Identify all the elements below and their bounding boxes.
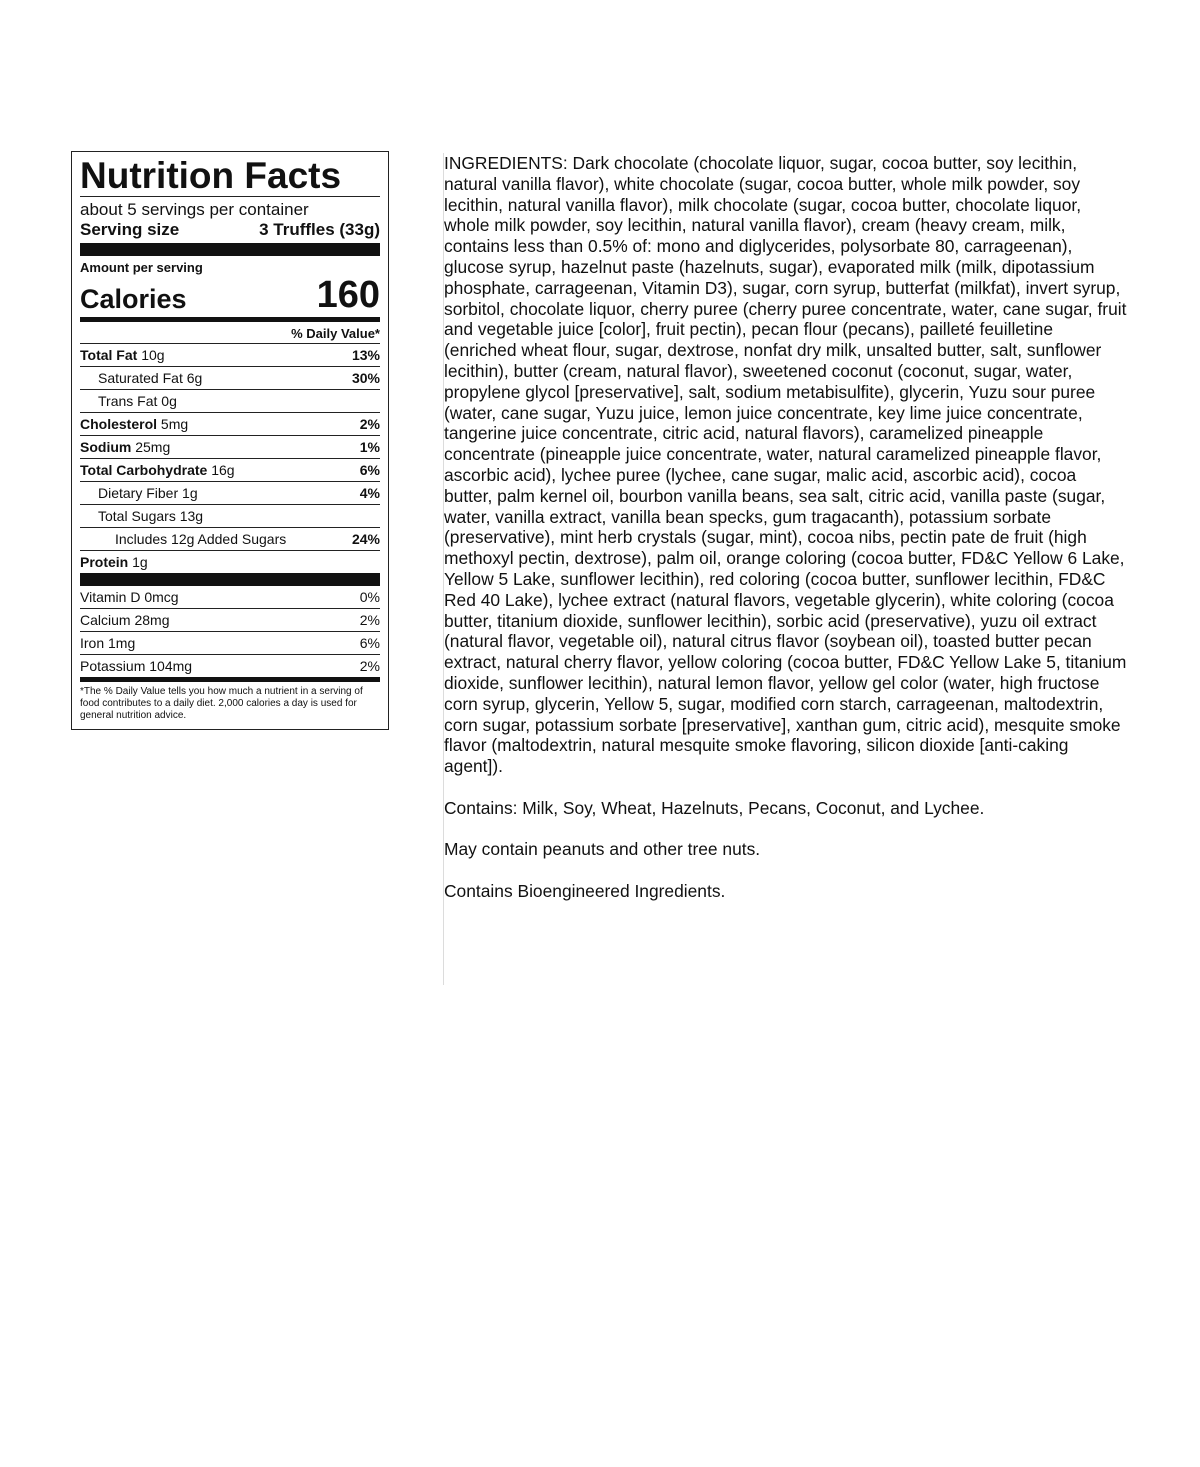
nutrient-dv: 1% [359, 439, 380, 455]
nutrient-dv: 13% [351, 347, 380, 363]
nutrient-name: Dietary Fiber [98, 485, 179, 501]
daily-value-header: % Daily Value* [291, 326, 380, 341]
nutrient-name: Protein [80, 554, 129, 570]
calories-label: Calories [80, 284, 187, 314]
vitamin-dv: 0% [359, 589, 380, 605]
serving-size-value: 3 Truffles (33g) [259, 220, 380, 239]
serving-size-label: Serving size [80, 220, 180, 239]
nutrient-row-total-fat [80, 343, 380, 366]
divider [80, 196, 380, 197]
bioengineered-statement: Contains Bioengineered Ingredients. [444, 880, 726, 901]
vitamin-dv: 2% [359, 658, 380, 674]
ingredients-text: INGREDIENTS: Dark chocolate (chocolate liquor, sugar, cocoa butter, soy lecithin, natural vanilla flavor), white chocolate (sugar, cocoa butter, whole milk powder, soy lecithin, natural vanilla flavor), milk chocolate (sugar, cocoa butter, chocolate liquor, whole milk powder, soy lecithin, natural vanilla flavor), cream (heavy cream, milk, contains less than 0.5% of: mono and diglycerides, polysorbate 80, carrageenan), glucose syrup, hazelnut paste (hazelnuts, sugar), evaporated milk (milk, dipotassium phosphate, carrageenan, Vitamin D3), sugar, corn syrup, butterfat (milkfat), invert syrup, sorbitol, chocolate liquor, cherry puree (cherry puree concentrate, water, cane sugar, fruit and vegetable juice [color], fruit pectin), pecan flour (pecans), pailleté feuilletine (enriched wheat flour, sugar, dextrose, nonfat dry milk, unsalted butter, salt, sunflower lecithin), butter (cream, natural flavor), sweetened coconut (coconut, sugar, water, propylene glycol [preservative], salt, sodium metabisulfite), glycerin, Yuzu sour puree (water, cane sugar, Yuzu juice, lemon juice concentrate, key lime juice concentrate, tangerine juice concentrate, citric acid, natural flavors), caramelized pineapple concentrate (pineapple juice concentrate, water, natural caramelized pineapple flavor, ascorbic acid), lychee puree (lychee, cane sugar, malic acid, ascorbic acid), cocoa butter, palm kernel oil, bourbon vanilla beans, sea salt, citric acid, vanilla paste (sugar, water, vanilla extract, vanilla bean specks, gum tragacanth), potassium sorbate (preservative), mint herb crystals (sugar, mint), cocoa nibs, pectin pate de fruit (high methoxyl pectin, dextrose), palm oil, orange coloring (cocoa butter, FD&C Yellow 6 Lake, Yellow 5 Lake, sunflower lecithin), red coloring (cocoa butter, sunflower lecithin, FD&C Red 40 Lake), lychee extract (natural flavors, vegetable glycerin), white coloring (cocoa butter, titanium dioxide, sunflower lecithin), sorbic acid (preservative), yuzu oil extract (natural flavor, vegetable oil), natural citrus flavor (soybean oil), toasted butter pecan extract, natural cherry flavor, yellow coloring (cocoa butter, FD&C Yellow Lake 5, titanium dioxide, sunflower lecithin), natural lemon flavor, yellow gel color (water, high fructose corn syrup, glycerin, Yellow 5, sugar, modified corn starch, carrageenan, maltodextrin, corn sugar, potassium sorbate [preservative], xanthan gum, citric acid), mesquite smoke flavor (maltodextrin, natural mesquite smoke flavoring, silicon dioxide [anti-caking agent]). [444, 153, 1127, 777]
vitamin-row-calcium [80, 608, 380, 631]
nutrient-amount: 0g [161, 393, 177, 409]
vitamin-row-iron [80, 631, 380, 654]
nutrient-amount: 10g [141, 347, 165, 363]
nutrient-row-dietary-fiber [80, 481, 380, 504]
nutrient-amount: 13g [179, 508, 204, 524]
nutrient-dv: 4% [359, 485, 380, 501]
nutrient-row-cholesterol [80, 412, 380, 435]
vitamin-row-vitamin-d [80, 586, 380, 608]
nutrient-amount: 5mg [160, 416, 189, 432]
nutrient-name: Saturated Fat [98, 370, 183, 386]
ingredients-section [443, 153, 1129, 985]
servings-per-container: about 5 servings per container [80, 200, 309, 219]
vitamin-row-potassium [80, 654, 380, 677]
nutrient-name: Total Carbohydrate [80, 462, 208, 478]
allergen-may-contain: May contain peanuts and other tree nuts. [444, 839, 761, 860]
nutrient-name: Includes 12g Added Sugars [115, 531, 287, 547]
vitamin-name: Calcium 28mg [80, 612, 170, 628]
nutrient-amount: 1g [132, 554, 148, 570]
nutrient-amount: 25mg [135, 439, 171, 455]
nutrient-amount: 16g [211, 462, 235, 478]
nutrient-name: Total Sugars [98, 508, 176, 524]
nutrient-name: Cholesterol [80, 416, 158, 432]
calories-value: 160 [316, 274, 380, 316]
nutrient-row-protein [80, 550, 380, 573]
thick-divider [80, 243, 380, 256]
nutrient-dv: 30% [351, 370, 380, 386]
nutrient-row-total-carbohydrate [80, 458, 380, 481]
vitamin-dv: 2% [359, 612, 380, 628]
nutrient-dv: 6% [359, 462, 380, 478]
nutrient-dv: 24% [351, 531, 380, 547]
vitamin-dv: 6% [359, 635, 380, 651]
nutrient-row-trans-fat [80, 389, 380, 412]
nutrient-name: Trans Fat [98, 393, 158, 409]
nutrient-amount: 6g [186, 370, 203, 386]
nutrient-row-added-sugars [80, 527, 380, 550]
calories-row [80, 275, 380, 314]
nutrient-row-sodium [80, 435, 380, 458]
vitamin-name: Potassium 104mg [80, 658, 193, 674]
nutrient-name: Total Fat [80, 347, 138, 363]
nutrient-dv: 2% [359, 416, 380, 432]
vitamin-name: Iron 1mg [80, 635, 136, 651]
nutrient-amount: 1g [182, 485, 198, 501]
vitamin-name: Vitamin D 0mcg [80, 589, 179, 605]
nutrition-facts-panel [71, 151, 389, 730]
medium-divider [80, 317, 380, 322]
amount-per-serving: Amount per serving [80, 260, 203, 275]
allergen-contains: Contains: Milk, Soy, Wheat, Hazelnuts, Pecans, Coconut, and Lychee. [444, 797, 985, 818]
nutrient-row-total-sugars [80, 504, 380, 527]
serving-size-row [80, 219, 380, 240]
thick-divider [80, 573, 380, 586]
nutrient-row-saturated-fat [80, 366, 380, 389]
daily-value-footnote: *The % Daily Value tells you how much a nutrient in a serving of food contributes to a daily diet. 2,000 calories a day is used for general nutrition advice. [80, 686, 363, 721]
nutrient-name: Sodium [80, 439, 132, 455]
nutrition-facts-title: Nutrition Facts [80, 155, 342, 196]
